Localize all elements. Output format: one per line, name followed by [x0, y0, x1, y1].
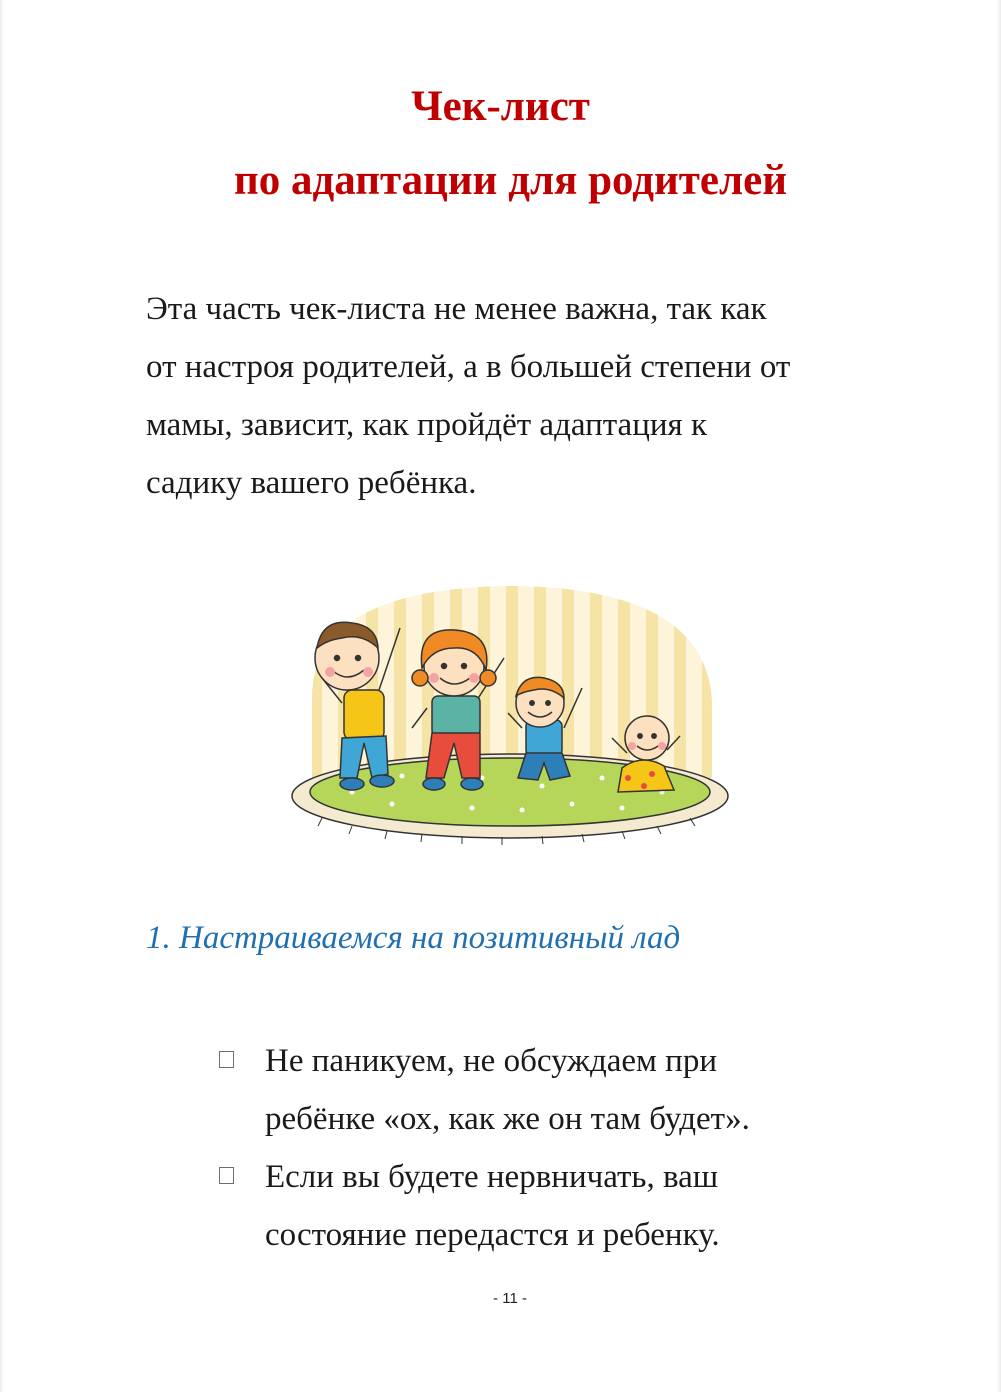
page-title-line-1: Чек-лист	[411, 83, 590, 130]
list-item-line: Если вы будете нервничать, ваш	[265, 1159, 719, 1195]
list-item-line: Не паникуем, не обсуждаем при	[265, 1043, 717, 1079]
intro-line: от настроя родителей, а в большей степени от	[146, 349, 791, 385]
list-item-line: ребёнке «ох, как же он там будет».	[265, 1101, 750, 1137]
section-heading: 1. Настраиваемся на позитивный лад	[146, 920, 681, 956]
children-exercising-illustration	[282, 578, 738, 846]
list-item	[215, 1148, 855, 1264]
checkbox-icon[interactable]	[219, 1051, 234, 1068]
intro-paragraph	[146, 280, 906, 512]
intro-line: садику вашего ребёнка.	[146, 465, 477, 501]
intro-line: мамы, зависит, как пройдёт адаптация к	[146, 407, 707, 443]
page-number: - 11 -	[493, 1290, 527, 1307]
checkbox-icon[interactable]	[219, 1167, 234, 1184]
list-item	[215, 1032, 855, 1148]
checklist	[215, 1032, 855, 1264]
list-item-line: состояние передастся и ребенку.	[265, 1217, 720, 1253]
page-title-line-2: по адаптации для родителей	[234, 157, 787, 204]
intro-line: Эта часть чек-листа не менее важна, так как	[146, 291, 767, 327]
